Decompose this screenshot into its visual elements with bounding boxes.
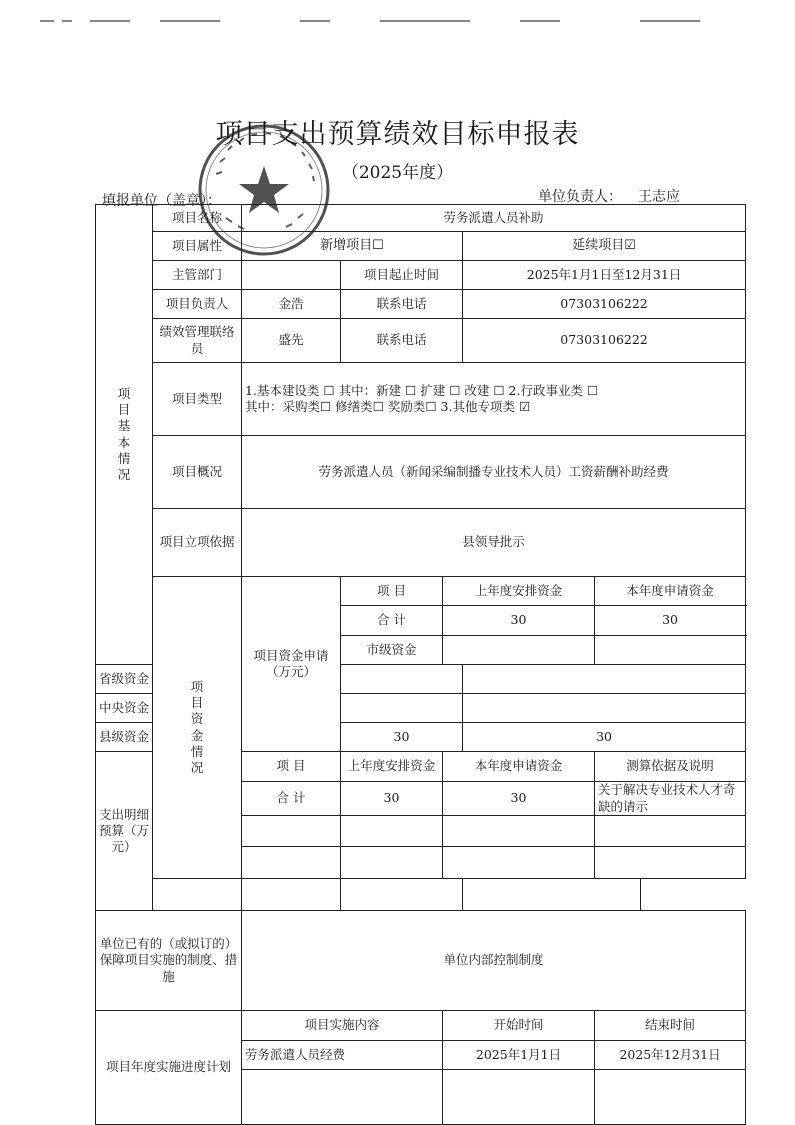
funds-col-curr: 本年度申请资金 xyxy=(595,577,746,606)
row-basis xyxy=(96,509,746,577)
section-basic-info: 项目基本情况 xyxy=(96,205,153,665)
contact-label: 绩效管理联络员 xyxy=(153,319,242,363)
fiscal-year: （2025年度） xyxy=(341,163,454,183)
detail-col-item: 项 目 xyxy=(242,752,341,782)
project-type-options xyxy=(242,363,746,436)
row-dept xyxy=(96,261,746,290)
row-funds-header xyxy=(96,577,746,606)
period-label: 项目起止时间 xyxy=(341,261,463,290)
basis-value: 县领导批示 xyxy=(242,509,746,577)
funds-row: 中央资金 xyxy=(96,694,746,723)
unit-leader-label: 单位负责人： xyxy=(538,189,622,205)
detail-col-basis: 测算依据及说明 xyxy=(595,752,746,782)
dept-label: 主管部门 xyxy=(153,261,242,290)
contact-phone: 07303106222 xyxy=(463,319,746,363)
detail-row: 合 计 30 30 关于解决专业技术人才奇缺的请示 xyxy=(96,782,746,816)
manager-label: 项目负责人 xyxy=(153,290,242,319)
schedule-col-content: 项目实施内容 xyxy=(242,1011,443,1041)
section-funds: 项目资金情况 xyxy=(153,577,242,879)
row-project-attribute xyxy=(96,232,746,261)
funds-row: 省级资金 xyxy=(96,665,746,694)
detail-col-curr: 本年度申请资金 xyxy=(443,752,595,782)
funds-col-prev: 上年度安排资金 xyxy=(443,577,595,606)
overview-value: 劳务派遣人员（新闻采编制播专业技术人员）工资薪酬补助经费 xyxy=(242,436,746,509)
project-type-line-1: 1.基本建设类 ☐ 其中：新建 ☐ 扩建 ☐ 改建 ☐ 2.行政事业类 ☐ xyxy=(245,382,599,398)
contact-name: 盛先 xyxy=(242,319,341,363)
row-manager xyxy=(96,290,746,319)
manager-phone: 07303106222 xyxy=(463,290,746,319)
detail-col-prev: 上年度安排资金 xyxy=(341,752,443,782)
attr-new-checkbox: 新增项目☐ xyxy=(242,232,463,261)
row-contact xyxy=(96,319,746,363)
row-project-name xyxy=(96,205,746,232)
unit-leader-name: 王志应 xyxy=(638,189,680,205)
project-attribute-label: 项目属性 xyxy=(153,232,242,261)
attr-continue-checkbox: 延续项目☑ xyxy=(463,232,746,261)
project-type-line-2: 其中：采购类☐ 修缮类☐ 奖励类☐ 3.其他专项类 ☑ xyxy=(245,399,531,414)
row-project-type xyxy=(96,363,746,436)
project-type-label: 项目类型 xyxy=(153,363,242,436)
project-name-label: 项目名称 xyxy=(153,205,242,232)
budget-performance-form xyxy=(95,204,746,1125)
overview-label: 项目概况 xyxy=(153,436,242,509)
guarantee-label: 单位已有的（或拟订的）保障项目实施的制度、措施 xyxy=(96,911,242,1011)
filler-unit-label: 填报单位（盖章）： xyxy=(102,193,221,209)
schedule-col-end: 结束时间 xyxy=(595,1011,746,1041)
funds-row: 县级资金 30 30 xyxy=(96,723,746,752)
funds-row: 市级资金 xyxy=(96,636,746,665)
funds-apply-label: 项目资金申请（万元） xyxy=(242,577,341,752)
schedule-row: 劳务派遣人员经费 2025年1月1日 2025年12月31日 xyxy=(96,1041,746,1070)
manager-phone-label: 联系电话 xyxy=(341,290,463,319)
contact-phone-label: 联系电话 xyxy=(341,319,463,363)
row-overview xyxy=(96,436,746,509)
dept-value xyxy=(242,261,341,290)
row-guarantee xyxy=(96,911,746,1011)
row-schedule-header xyxy=(96,1011,746,1041)
guarantee-value: 单位内部控制制度 xyxy=(242,911,746,1011)
project-name-value: 劳务派遣人员补助 xyxy=(242,205,746,232)
page-title: 项目支出预算绩效目标申报表 xyxy=(215,119,580,150)
detail-budget-label: 支出明细预算（万元） xyxy=(96,752,153,911)
funds-col-item: 项 目 xyxy=(341,577,443,606)
scan-artifact xyxy=(0,20,795,26)
manager-name: 金浩 xyxy=(242,290,341,319)
period-value: 2025年1月1日至12月31日 xyxy=(463,261,746,290)
schedule-label: 项目年度实施进度计划 xyxy=(96,1011,242,1125)
funds-row: 合 计 30 30 xyxy=(96,606,746,636)
schedule-col-start: 开始时间 xyxy=(443,1011,595,1041)
basis-label: 项目立项依据 xyxy=(153,509,242,577)
detail-row xyxy=(96,879,746,911)
